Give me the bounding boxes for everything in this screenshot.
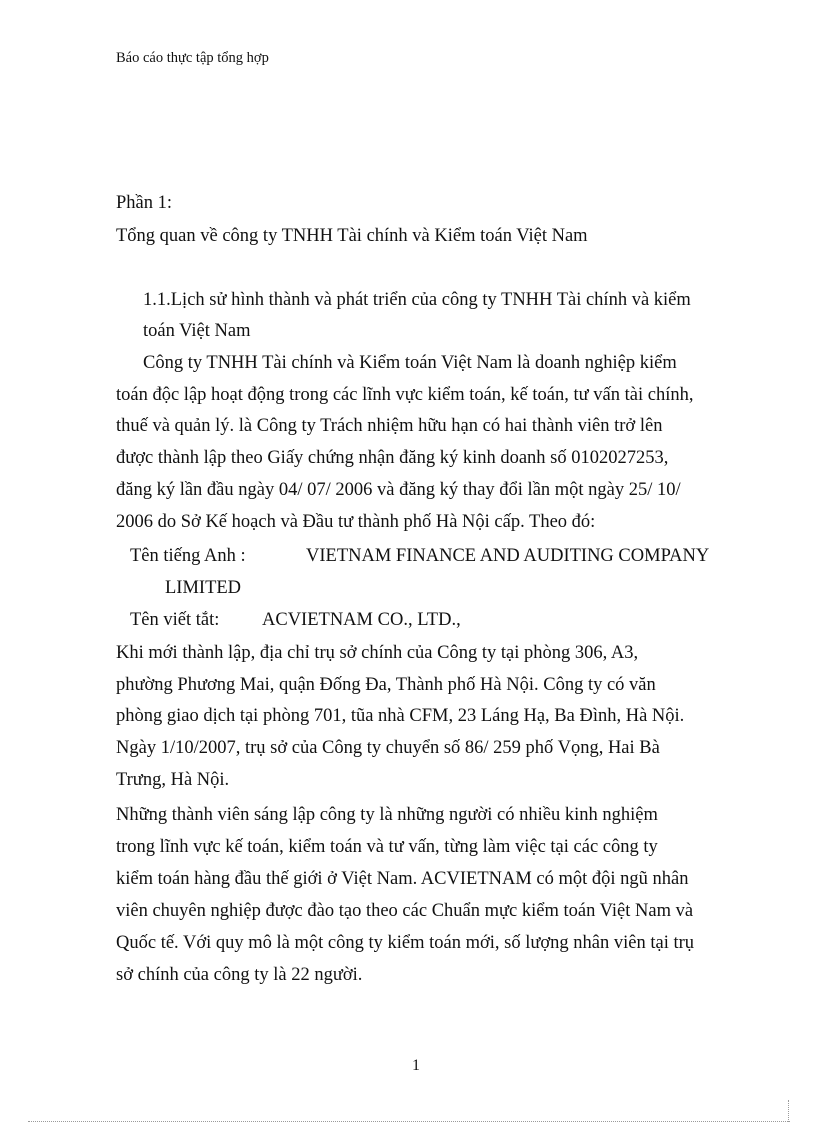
paragraph-line: Quốc tế. Với quy mô là một công ty kiểm toán mới, số lượng nhân viên tại trụ	[116, 933, 695, 953]
page-bottom-divider	[28, 1121, 790, 1122]
paragraph-line: Khi mới thành lập, địa chỉ trụ sở chính của Công ty tại phòng 306, A3,	[116, 643, 639, 663]
short-name-label: Tên viết tắt:	[130, 610, 220, 630]
english-name-value: VIETNAM FINANCE AND AUDITING COMPANY	[306, 546, 710, 566]
section-heading-line: 1.1.Lịch sử hình thành và phát triển của công ty TNHH Tài chính và kiểm	[143, 290, 691, 310]
paragraph-line: Trưng, Hà Nội.	[116, 770, 230, 790]
paragraph-line: thuế và quản lý. là Công ty Trách nhiệm hữu hạn có hai thành viên trở lên	[116, 416, 663, 436]
short-name-value: ACVIETNAM CO., LTD.,	[262, 610, 461, 630]
part-title: Tổng quan về công ty TNHH Tài chính và Kiểm toán Việt Nam	[116, 226, 588, 246]
english-name-value-cont: LIMITED	[165, 578, 242, 598]
paragraph-line: 2006 do Sở Kế hoạch và Đầu tư thành phố Hà Nội cấp. Theo đó:	[116, 512, 596, 532]
paragraph-line: Những thành viên sáng lập công ty là những người có nhiều kinh nghiệm	[116, 805, 658, 825]
paragraph-line: kiểm toán hàng đầu thế giới ở Việt Nam. ACVIETNAM có một đội ngũ nhân	[116, 869, 689, 889]
paragraph-line: phòng giao dịch tại phòng 701, tũa nhà CFM, 23 Láng Hạ, Ba Đình, Hà Nội.	[116, 706, 685, 726]
paragraph-line: sở chính của công ty là 22 người.	[116, 965, 363, 985]
part-label: Phần 1:	[116, 193, 173, 213]
paragraph-line: viên chuyên nghiệp được đào tạo theo các Chuẩn mực kiểm toán Việt Nam và	[116, 901, 694, 921]
paragraph-line: đăng ký lần đầu ngày 04/ 07/ 2006 và đăng ký thay đổi lần một ngày 25/ 10/	[116, 480, 681, 500]
paragraph-line: Công ty TNHH Tài chính và Kiểm toán Việt Nam là doanh nghiệp kiểm	[143, 353, 677, 373]
english-name-label: Tên tiếng Anh :	[130, 546, 246, 566]
paragraph-line: toán độc lập hoạt động trong các lĩnh vực kiểm toán, kế toán, tư vấn tài chính,	[116, 385, 694, 405]
paragraph-line: phường Phương Mai, quận Đống Đa, Thành phố Hà Nội. Công ty có văn	[116, 675, 656, 695]
paragraph-line: được thành lập theo Giấy chứng nhận đăng ký kinh doanh số 0102027253,	[116, 448, 669, 468]
running-header: Báo cáo thực tập tổng hợp	[116, 50, 269, 66]
page-corner-divider	[788, 1100, 789, 1122]
page-number: 1	[412, 1057, 420, 1074]
paragraph-line: Ngày 1/10/2007, trụ sở của Công ty chuyển số 86/ 259 phố Vọng, Hai Bà	[116, 738, 660, 758]
paragraph-line: trong lĩnh vực kế toán, kiểm toán và tư vấn, từng làm việc tại các công ty	[116, 837, 658, 857]
section-heading-line: toán Việt Nam	[143, 321, 251, 341]
